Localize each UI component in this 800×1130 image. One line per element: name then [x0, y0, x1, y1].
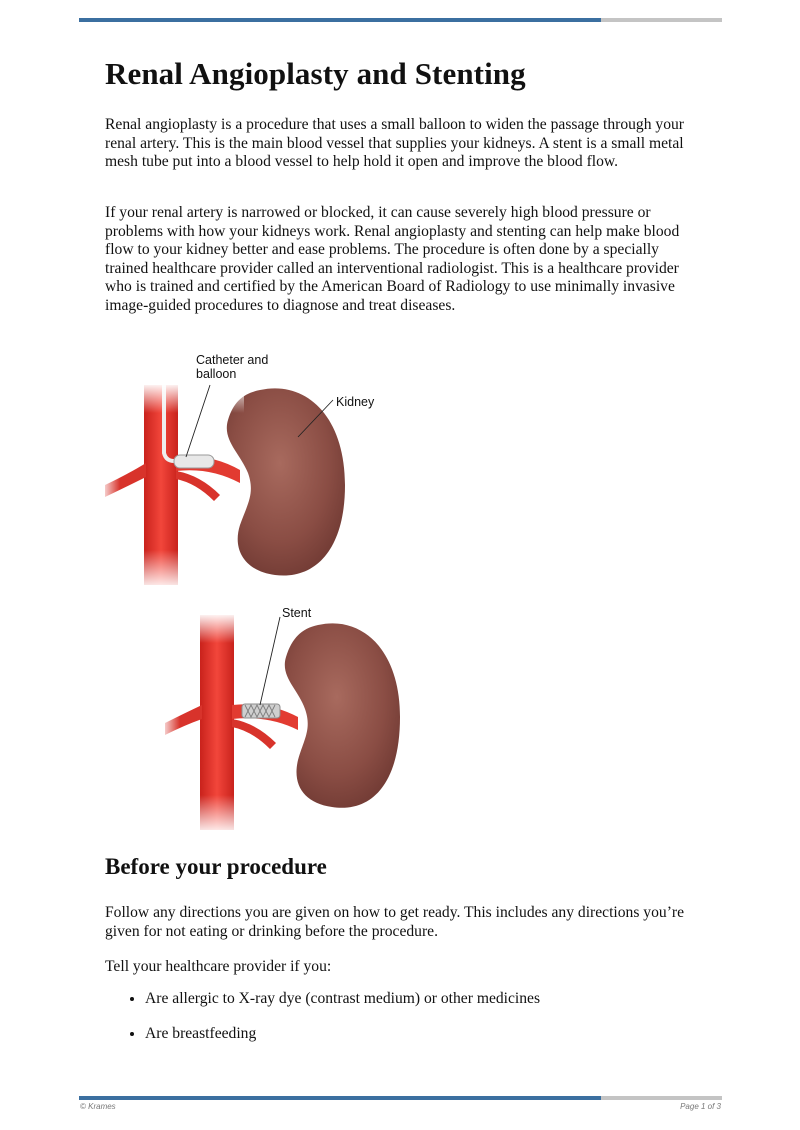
intro-paragraph-1: Renal angioplasty is a procedure that uses a small balloon to widen the passage through your renal artery. This is the main blood vessel that supplies your kidneys. A stent is a small metal mesh tube put into a blood vessel to help hold it open and improve the blood flow. [105, 116, 684, 170]
bullet-list [105, 990, 540, 1059]
section-heading: Before your procedure [105, 854, 327, 879]
intro-paragraph-2: If your renal artery is narrowed or blocked, it can cause severely high blood pressure or problems with how your kidneys work. Renal angioplasty and stenting can help make blood flow to your kidney better and ease problems. The procedure is often done by a specially trained healthcare provider called an interventional radiologist. This is a healthcare provider who is trained and certified by the American Board of Radiology to use minimally invasive image-guided procedures to diagnose and treat diseases. [105, 204, 680, 314]
top-rule-gray [601, 18, 722, 22]
top-rule [79, 18, 722, 22]
label-catheter-line1: Catheter and [196, 353, 269, 367]
label-kidney: Kidney [336, 395, 375, 409]
bottom-rule-gray [601, 1096, 722, 1100]
kidney-upper [227, 388, 345, 575]
balloon [174, 455, 214, 468]
top-rule-accent [79, 18, 601, 22]
footer-page-number: Page 1 of 3 [680, 1102, 721, 1111]
renal-angioplasty-illustration [100, 345, 420, 835]
stent [242, 704, 280, 718]
section-paragraph: Follow any directions you are given on how to get ready. This includes any directions you’re given for not eating or drinking before the procedure. [105, 904, 685, 940]
label-catheter-line2: balloon [196, 367, 237, 381]
upper-panel [100, 353, 375, 590]
page-title: Renal Angioplasty and Stenting [105, 56, 526, 91]
list-item: • Are breastfeeding [145, 1025, 540, 1044]
kidney-lower [285, 623, 400, 807]
list-intro: Tell your healthcare provider if you: [105, 958, 332, 975]
label-stent: Stent [282, 606, 312, 620]
bottom-rule-accent [79, 1096, 601, 1100]
stent-pointer [260, 617, 280, 705]
list-item: • Are allergic to X-ray dye (contrast medium) or other medicines [145, 990, 540, 1009]
lower-panel [160, 606, 400, 835]
footer-copyright: © Krames [80, 1102, 116, 1111]
lower-renal-artery-lower [232, 719, 276, 749]
upper-renal-artery-lower [176, 471, 220, 501]
bottom-rule [79, 1096, 722, 1100]
